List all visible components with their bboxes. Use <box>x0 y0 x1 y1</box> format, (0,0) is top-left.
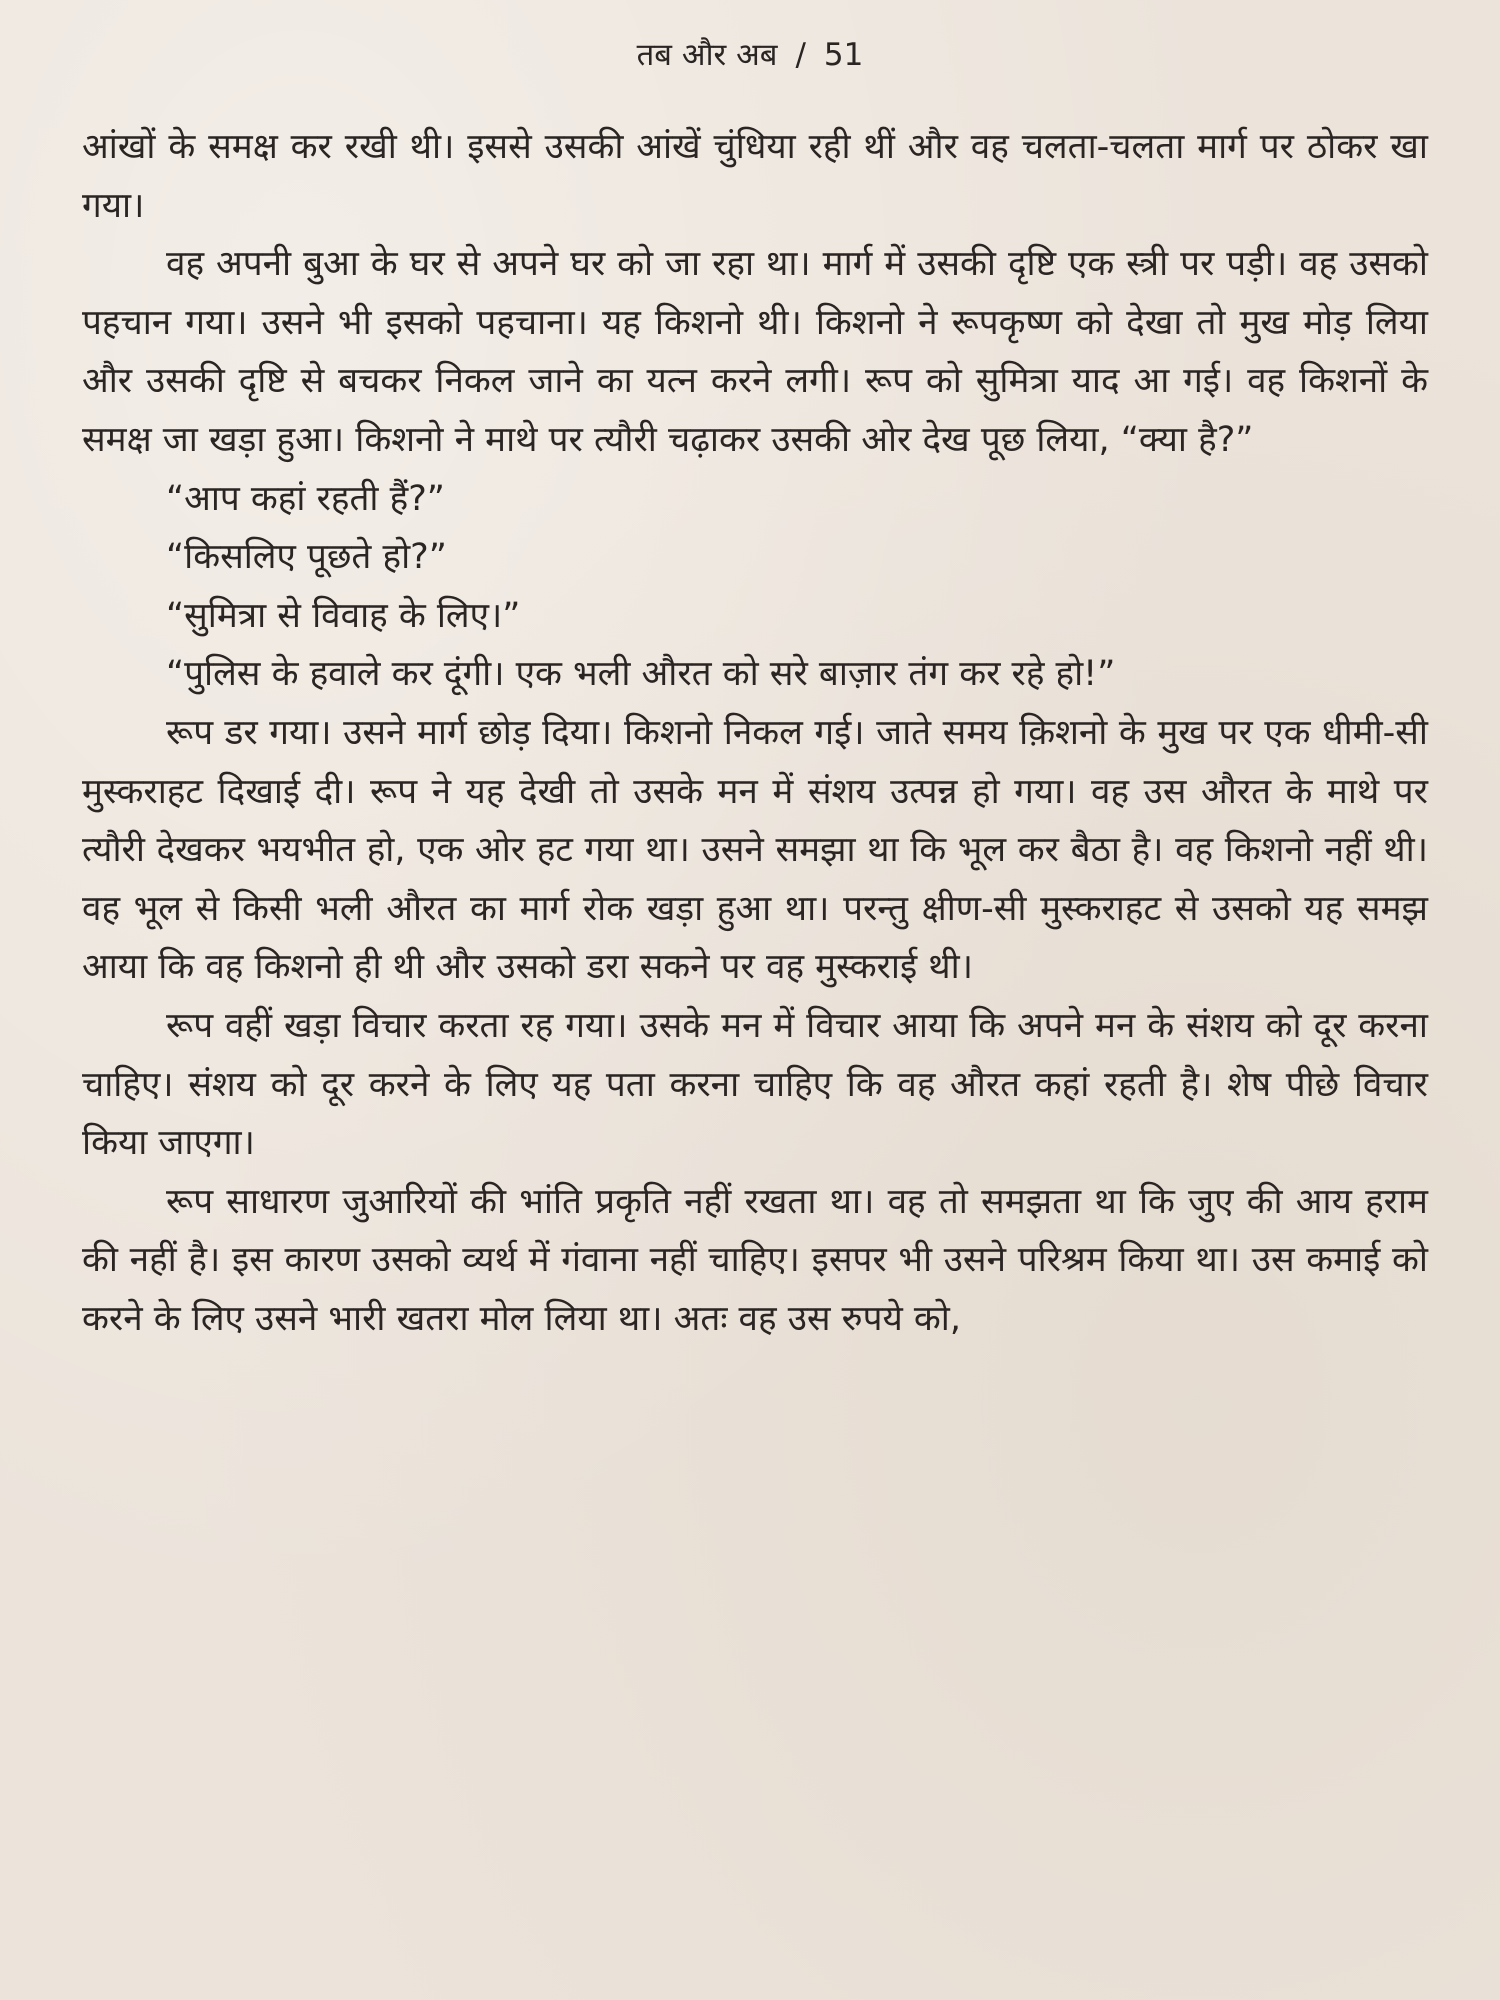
dialogue-line: “पुलिस के हवाले कर दूंगी। एक भली औरत को सरे बाज़ार तंग कर रहे हो!” <box>166 654 1116 695</box>
paragraph: वह अपनी बुआ के घर से अपने घर को जा रहा था। मार्ग में उसकी दृष्टि एक स्त्री पर पड़ी। वह उसको पहचान गया। उसने भी इसको पहचाना। यह किशनो थी। किशनो ने रूपकृष्ण को देखा तो मुख मोड़ लिया और उसकी दृष्टि से बचकर निकल जाने का यत्न करने लगी। रूप को सुमित्रा याद आ गई। वह किशनों के समक्ष जा खड़ा हुआ। किशनो ने माथे पर त्यौरी चढ़ाकर उसकी ओर देख पूछ लिया, “क्या है?” <box>82 244 1428 460</box>
book-title: तब और अब <box>636 37 778 73</box>
paragraph: रूप डर गया। उसने मार्ग छोड़ दिया। किशनो निकल गई। जाते समय क़िशनो के मुख पर एक धीमी-सी मुस्कराहट दिखाई दी। रूप ने यह देखी तो उसके मन में संशय उत्पन्न हो गया। वह उस औरत के माथे पर त्यौरी देखकर भयभीत हो, एक ओर हट गया था। उसने समझा था कि भूल कर बैठा है। वह किशनो नहीं थी। वह भूल से किसी भली औरत का मार्ग रोक खड़ा हुआ था। परन्तु क्षीण-सी मुस्कराहट से उसको यह समझ आया कि वह किशनो ही थी और उसको डरा सकने पर वह मुस्कराई थी। <box>82 712 1428 988</box>
dialogue-line: “सुमित्रा से विवाह के लिए।” <box>166 595 521 636</box>
running-header <box>0 30 1500 80</box>
page-number: 51 <box>823 37 864 73</box>
paragraph: रूप वहीं खड़ा विचार करता रह गया। उसके मन में विचार आया कि अपने मन के संशय को दूर करना चाहिए। संशय को दूर करने के लिए यह पता करना चाहिए कि वह औरत कहां रहती है। शेष पीछे विचार किया जाएगा। <box>82 1005 1428 1164</box>
header-separator: / <box>795 37 806 73</box>
paragraph-continued: आंखों के समक्ष कर रखी थी। इससे उसकी आंखें चुंधिया रही थीं और वह चलता-चलता मार्ग पर ठोकर खा गया। <box>82 127 1428 226</box>
paragraph: रूप साधारण जुआरियों की भांति प्रकृति नहीं रखता था। वह तो समझता था कि जुए की आय हराम की नहीं है। इस कारण उसको व्यर्थ में गंवाना नहीं चाहिए। इसपर भी उसने परिश्रम किया था। उस कमाई को करने के लिए उसने भारी खतरा मोल लिया था। अतः वह उस रुपये को, <box>82 1181 1428 1339</box>
dialogue-line: “किसलिए पूछते हो?” <box>166 537 447 578</box>
dialogue-line: “आप कहां रहती हैं?” <box>166 478 445 519</box>
body-text <box>82 118 1428 1348</box>
